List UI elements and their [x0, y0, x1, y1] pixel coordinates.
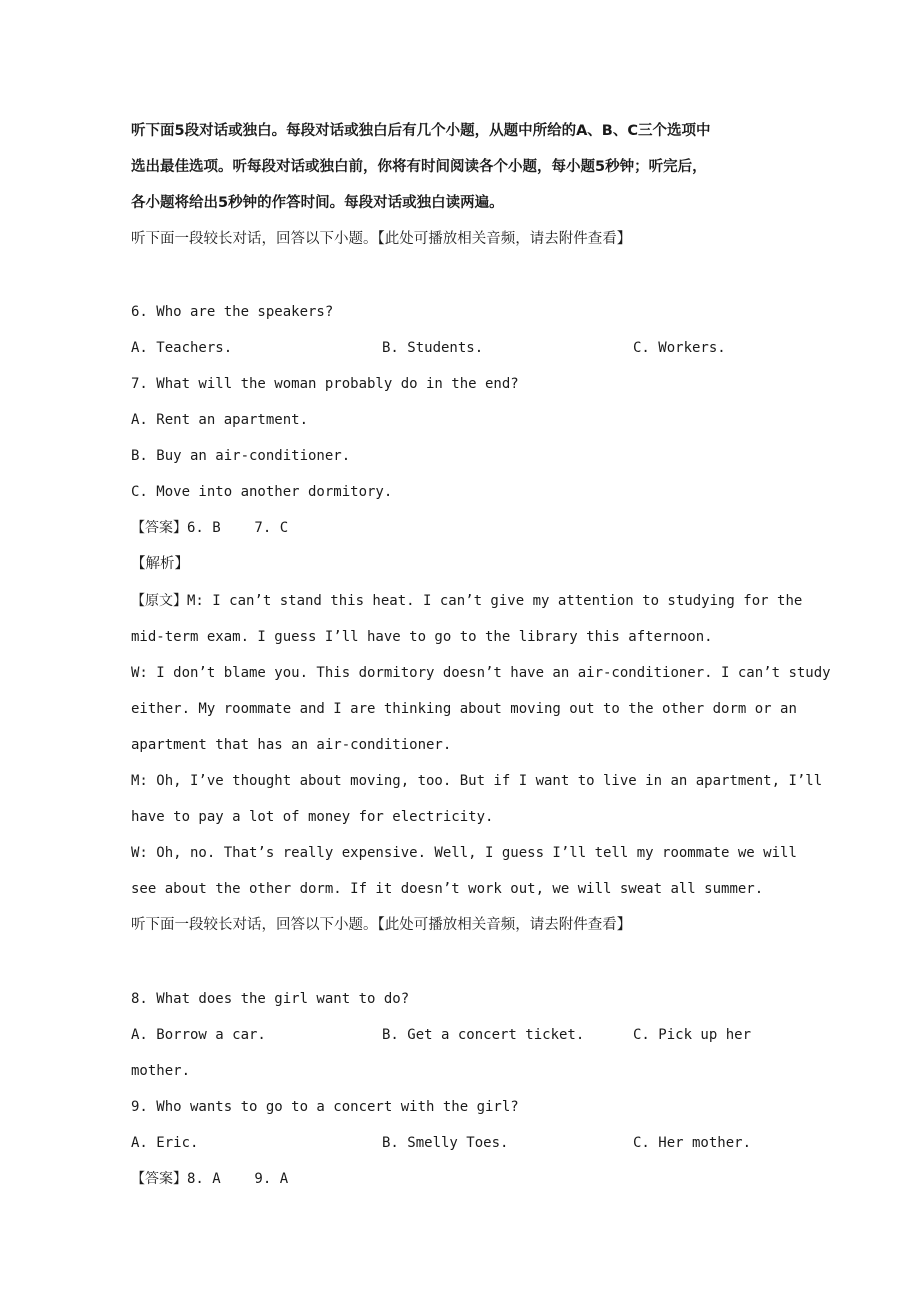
q8-option-a: A. Borrow a car.: [131, 1027, 266, 1043]
q8-option-c: C. Pick up her: [633, 1027, 752, 1043]
transcript-line: have to pay a lot of money for electricity.: [131, 809, 494, 825]
q9-option-b: B. Smelly Toes.: [382, 1135, 509, 1151]
q8-option-c-continued: mother.: [131, 1063, 191, 1079]
transcript-line: 【原文】M: I can’t stand this heat. I can’t give my attention to studying for the: [131, 593, 803, 609]
q8-option-b: B. Get a concert ticket.: [382, 1027, 585, 1043]
instruction-line-3: 各小题将给出5秒钟的作答时间。每段对话或独白读两遍。: [131, 195, 504, 211]
transcript-line: W: I don’t blame you. This dormitory doesn’t have an air-conditioner. I can’t study: [131, 665, 831, 681]
analysis-label: 【解析】: [131, 556, 189, 572]
transcript-line: M: Oh, I’ve thought about moving, too. But if I want to live in an apartment, I’ll: [131, 773, 823, 789]
q6-option-c: C. Workers.: [633, 340, 726, 356]
q6-option-a: A. Teachers.: [131, 340, 233, 356]
q9-option-a: A. Eric.: [131, 1135, 199, 1151]
section2-answer: 【答案】8. A 9. A: [131, 1171, 289, 1187]
section1-answer: 【答案】6. B 7. C: [131, 520, 289, 536]
question-7: 7. What will the woman probably do in the end?: [131, 376, 519, 392]
transcript-line: see about the other dorm. If it doesn’t work out, we will sweat all summer.: [131, 881, 764, 897]
transcript-line: mid-term exam. I guess I’ll have to go to the library this afternoon.: [131, 629, 713, 645]
q6-option-b: B. Students.: [382, 340, 484, 356]
instruction-line-1: 听下面5段对话或独白。每段对话或独白后有几个小题，从题中所给的A、B、C三个选项中: [131, 123, 711, 139]
q9-option-c: C. Her mother.: [633, 1135, 752, 1151]
instruction-line-2: 选出最佳选项。听每段对话或独白前，你将有时间阅读各个小题，每小题5秒钟；听完后，: [131, 159, 707, 175]
section2-intro: 听下面一段较长对话，回答以下小题。【此处可播放相关音频，请去附件查看】: [131, 917, 632, 933]
section1-intro: 听下面一段较长对话，回答以下小题。【此处可播放相关音频，请去附件查看】: [131, 231, 632, 247]
transcript-line: either. My roommate and I are thinking about moving out to the other dorm or an: [131, 701, 797, 717]
question-6: 6. Who are the speakers?: [131, 304, 334, 320]
question-9: 9. Who wants to go to a concert with the girl?: [131, 1099, 519, 1115]
question-8: 8. What does the girl want to do?: [131, 991, 410, 1007]
transcript-line: apartment that has an air-conditioner.: [131, 737, 452, 753]
transcript-line: W: Oh, no. That’s really expensive. Well, I guess I’ll tell my roommate we will: [131, 845, 797, 861]
q7-option-a: A. Rent an apartment.: [131, 412, 309, 428]
q7-option-c: C. Move into another dormitory.: [131, 484, 393, 500]
q7-option-b: B. Buy an air-conditioner.: [131, 448, 351, 464]
